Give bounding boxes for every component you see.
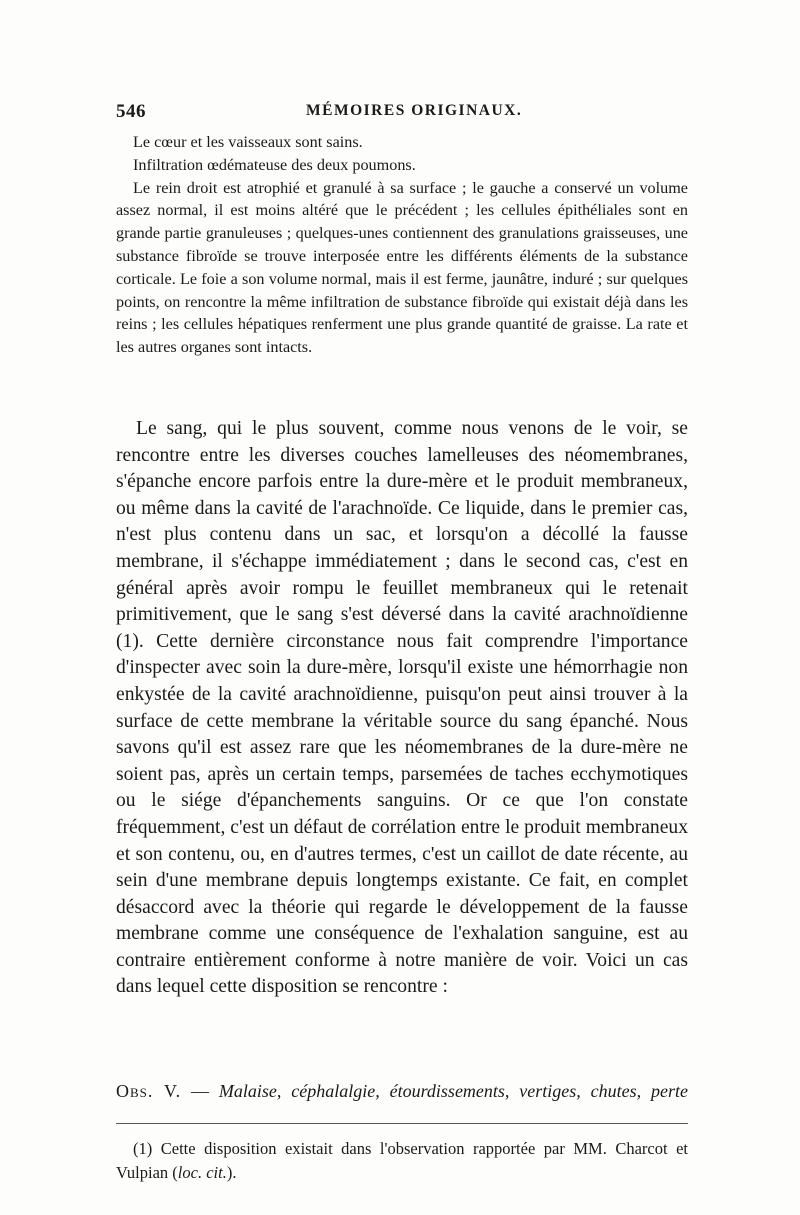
case-findings-text xyxy=(116,131,688,359)
paragraph-heart: Le cœur et les vaisseaux sont sains. xyxy=(133,133,363,151)
footnote-divider xyxy=(116,1123,688,1124)
footnote-citation: loc. cit. xyxy=(177,1163,227,1182)
main-text xyxy=(116,416,688,1001)
page-header xyxy=(116,101,688,125)
footnote xyxy=(116,1137,688,1185)
observation-dash: — xyxy=(181,1081,219,1101)
paragraph-lungs: Infiltration œdémateuse des deux poumons. xyxy=(133,155,416,174)
running-head: MÉMOIRES ORIGINAUX. xyxy=(306,102,523,119)
footnote-body: (1) Cette disposition existait dans l'observation rapportée par MM. Charcot et Vulpian ( xyxy=(116,1139,688,1182)
observation-title: Malaise, céphalalgie, étourdissements, vertiges, chutes, perte xyxy=(218,1081,688,1101)
observation-heading xyxy=(116,1079,688,1103)
page-number: 546 xyxy=(116,101,146,122)
observation-label: Obs. V. xyxy=(116,1081,182,1101)
footnote-text xyxy=(116,1137,688,1185)
footnote-end: ). xyxy=(226,1163,237,1182)
paragraph-blood: Le sang, qui le plus souvent, comme nous venons de le voir, se rencontre entre les diverses couches lamelleuses des néomembranes, s'épanche encore parfois entre la dure-mère et le produit membraneux, ou même dans la cavité de l'arachnoïde. Ce liquide, dans le premier cas, n'est plus contenu dans un sac, et lorsqu'on a décollé la fausse membrane, il s'échappe immédiatement ; dans le second cas, c'est en général après avoir rompu le feuillet membraneux qui le retenait primitivement, que le sang s'est déversé dans la cavité arachnoïdienne (1). Cette dernière circonstance nous fait comprendre l'importance d'inspecter avec soin la dure-mère, lorsqu'il existe une hémorrhagie non enkystée de la cavité arachnoïdienne, puisqu'on peut ainsi trouver à la surface de cette membrane la véritable source du sang épanché. Nous savons qu'il est assez rare que les néomembranes de la dure-mère ne soient pas, après un certain temps, parsemées de taches ecchymotiques ou le siége d'épanchements sanguins. Or ce que l'on constate fréquemment, c'est un défaut de corrélation entre le produit membraneux et son contenu, ou, en d'autres termes, c'est un caillot de date récente, au sein d'une membrane depuis longtemps existante. Ce fait, en complet désaccord avec la théorie qui regarde le développement de la fausse membrane comme une conséquence de l'exhalation sanguine, est au contraire entièrement conforme à notre manière de voir. Voici un cas dans lequel cette disposition se rencontre : xyxy=(116,418,688,998)
paragraph-kidneys-liver: Le rein droit est atrophié et granulé à sa surface ; le gauche a conservé un volume assez normal, il est moins altéré que le précédent ; les cellules épithéliales sont en grande partie granuleuses ; quelques-unes contiennent des granulations graisseuses, une substance fibroïde se trouve interposée entre les différents éléments de la substance corticale. Le foie a son volume normal, mais il est ferme, jaunâtre, induré ; sur quelques points, on rencontre la même infiltration de substance fibroïde qui existait déjà dans les reins ; les cellules hépatiques renferment une plus grande quantité de graisse. La rate et les autres organes sont intacts. xyxy=(116,178,688,357)
